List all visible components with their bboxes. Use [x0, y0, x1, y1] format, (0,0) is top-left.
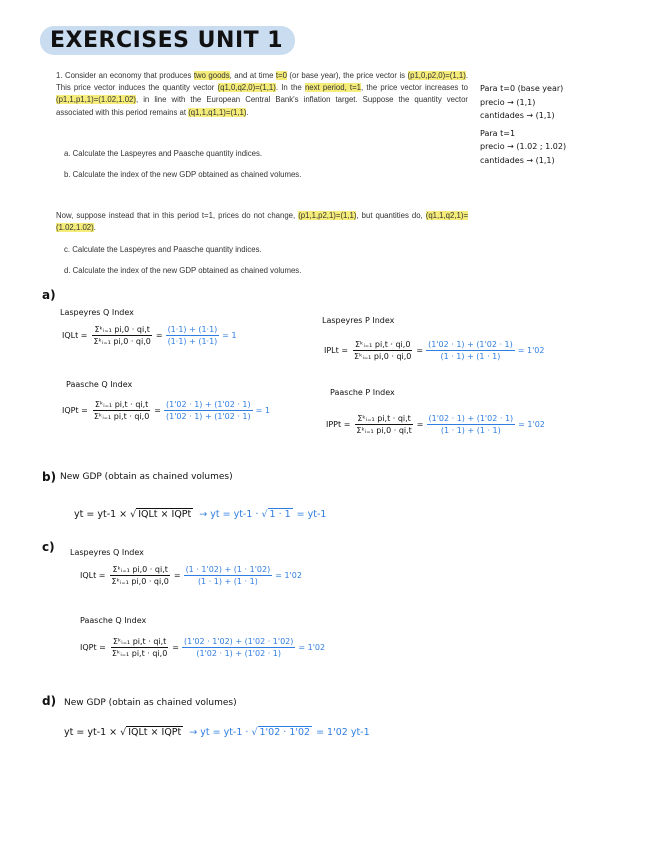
question-b: b. Calculate the index of the new GDP obtained as chained volumes.: [64, 170, 302, 179]
c-laspeyres-q-formula: IQLt = $\frac{\text{Σᵏᵢ₌₁ pi,0 · qi,t}}{\text{Σᵏᵢ₌₁ pi,0 · qi,0}}$ = $\frac{(1 \cdot 1'02) + (1 \cdot 1'02)}{(1 \cdot 1) + (1 \cdot 1)}$ = 1'02: [80, 565, 302, 586]
c-paasche-q-title: Paasche Q Index: [80, 616, 147, 625]
d-title: New GDP (obtain as chained volumes): [64, 698, 237, 708]
page-title-wrap: [40, 28, 295, 53]
note-line: precio → (1.02 ; 1.02): [480, 142, 567, 151]
a-laspeyres-q-formula: IQLt = $\frac{\text{Σᵏᵢ₌₁ pi,0 · qi,t}}{\text{Σᵏᵢ₌₁ pi,0 · qi,0}}$ = $\frac{(1\cdot 1) + (1\cdot 1)}{(1\cdot 1) + (1\cdot 1)}$ = 1: [62, 325, 237, 346]
a-paasche-p-formula: IPPt = $\frac{\text{Σᵏᵢ₌₁ pi,t · qi,t}}{\text{Σᵏᵢ₌₁ pi,0 · qi,t}}$ = $\frac{(1'02 \cdot 1) + (1'02 \cdot 1)}{(1 \cdot 1) + (1 \cdot 1)}$ = 1'02: [326, 414, 545, 435]
a-paasche-q-formula: IQPt = $\frac{\text{Σᵏᵢ₌₁ pi,t · qi,t}}{\text{Σᵏᵢ₌₁ pi,t · qi,0}}$ = $\frac{(1'02 \cdot 1) + (1'02 \cdot 1)}{(1'02 \cdot 1) + (1'02 \cdot 1)}$ = 1: [62, 400, 270, 421]
a-laspeyres-p-title: Laspeyres P Index: [322, 316, 395, 325]
a-laspeyres-q-title: Laspeyres Q Index: [60, 308, 134, 317]
note-line: Para t=1: [480, 128, 516, 138]
question-a: a. Calculate the Laspeyres and Paasche quantity indices.: [64, 149, 263, 158]
part-d-label: d): [42, 694, 57, 708]
problem-paragraph-1: 1. Consider an economy that produces two goods, and at time t=0 (or base year), the price vector is (p1,0,p2,0)=(1,1). This price vector induces the quantity vector (q1,0,q2,0)=(1,1). In the next period, t=1, the price vector increases to (p1,1,p1,1)=(1.02,1.02), in line with the European Central Bank's inflation target. Suppose the quantity vector associated with this period remains at (q1,1,q1,1)=(1,1).: [56, 71, 469, 117]
c-laspeyres-q-title: Laspeyres Q Index: [70, 548, 144, 557]
part-b-label: b): [42, 470, 57, 484]
side-notes: [480, 82, 566, 167]
a-paasche-p-title: Paasche P Index: [330, 388, 395, 397]
part-a-label: a): [42, 288, 56, 302]
question-d: d. Calculate the index of the new GDP obtained as chained volumes.: [64, 266, 302, 275]
note-line: precio → (1,1): [480, 97, 536, 107]
note-line: cantidades → (1,1): [480, 111, 555, 120]
question-c: c. Calculate the Laspeyres and Paasche quantity indices.: [64, 245, 262, 254]
note-line: Para t=0 (base year): [480, 84, 564, 93]
part-c-label: c): [42, 540, 55, 554]
d-formula: yt = yt-1 × √ IQLt × IQPt → yt = yt-1 · √ 1'02 · 1'02 = 1'02 yt-1: [64, 726, 370, 738]
c-paasche-q-formula: IQPt = $\frac{\text{Σᵏᵢ₌₁ pi,t · qi,t}}{\text{Σᵏᵢ₌₁ pi,t · qi,0}}$ = $\frac{(1'02 \cdot 1'02) + (1'02 \cdot 1'02)}{(1'02 \cdot 1) + (1'02 \cdot 1)}$ = 1'02: [80, 637, 326, 658]
b-title: New GDP (obtain as chained volumes): [60, 472, 233, 482]
problem-paragraph-2: Now, suppose instead that in this period t=1, prices do not change, (p1,1,p2,1)=(1,1), but quantities do, (q1,1,q2,1)=(1.02,1.02).: [56, 211, 468, 233]
b-formula: yt = yt-1 × √ IQLt × IQPt → yt = yt-1 · √ 1 · 1 = yt-1: [74, 508, 327, 520]
a-laspeyres-p-formula: IPLt = $\frac{\text{Σᵏᵢ₌₁ pi,t · qi,0}}{\text{Σᵏᵢ₌₁ pi,0 · qi,0}}$ = $\frac{(1'02 \cdot 1) + (1'02 \cdot 1)}{(1 \cdot 1) + (1 \cdot 1)}$ = 1'02: [324, 340, 545, 361]
page-title: EXERCISES UNIT 1: [40, 26, 295, 55]
a-paasche-q-title: Paasche Q Index: [66, 380, 133, 389]
note-line: cantidades → (1,1): [480, 155, 555, 165]
